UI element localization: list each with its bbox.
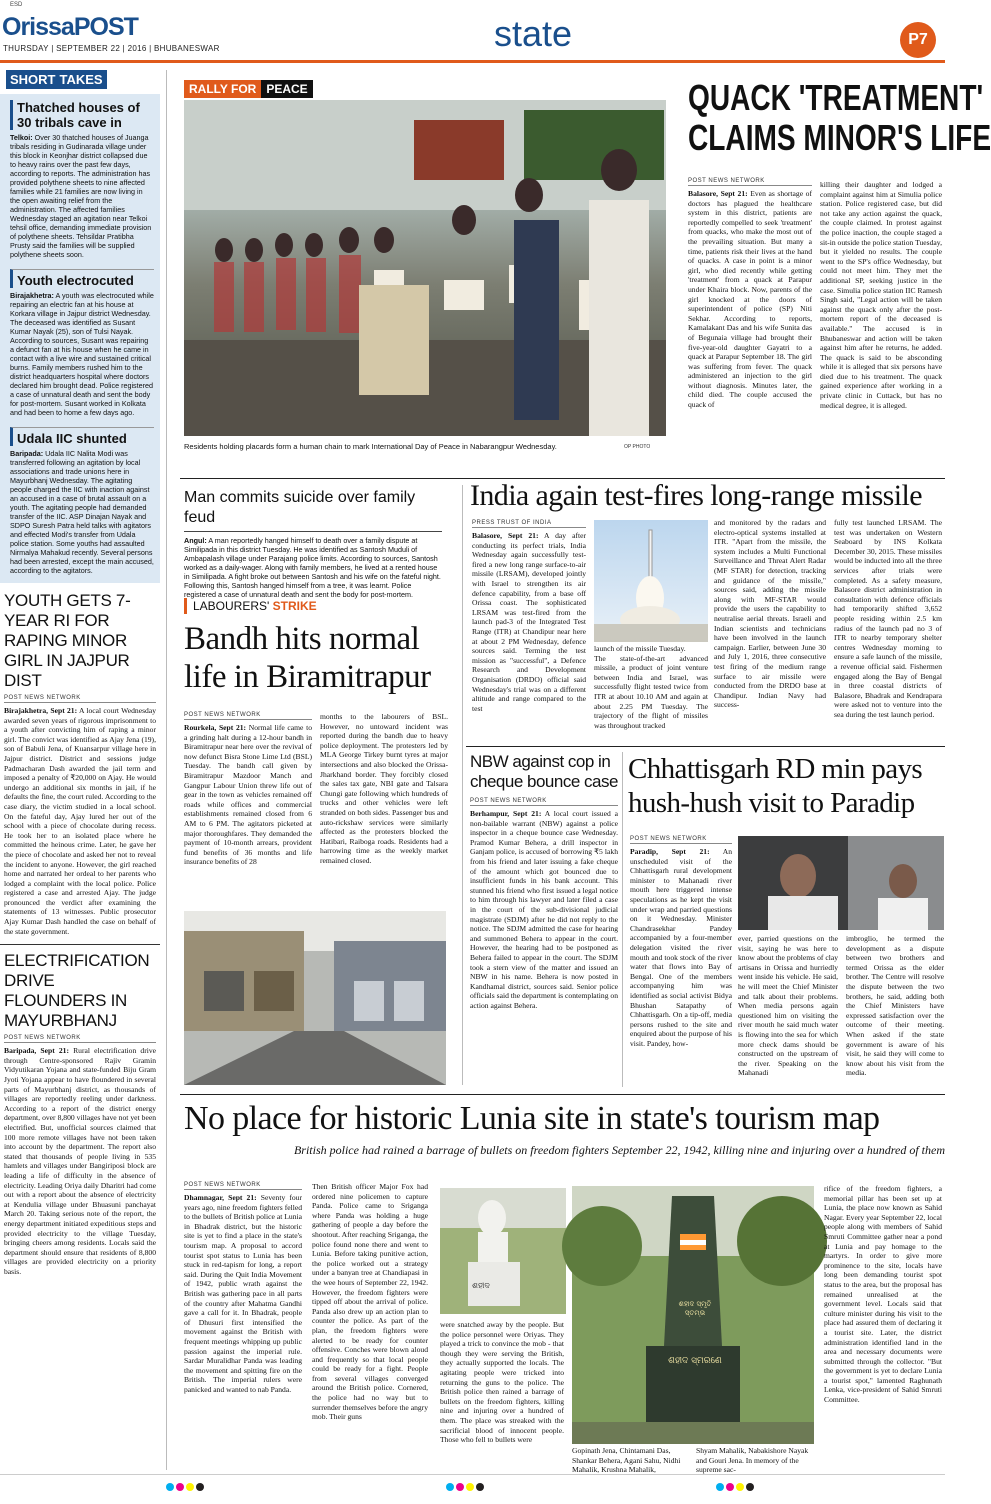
rally-photo [184, 100, 666, 436]
logo-orissa: Orissa [2, 13, 74, 41]
missile-body-1 [472, 531, 586, 713]
rally-photo-art [184, 100, 666, 436]
rally-tag-b: PEACE [261, 80, 312, 98]
quack-body-1 [688, 189, 812, 410]
paradip-body-2: ever, parried questions on the visit, saying he was here to know about the problems of clay artisans in Orissa and hurriedly went inside his vehicle. He said, he will meet the Chief Minister and talk about their problems. When media persons again questioned him on visiting the river mouth he said much water is flowing into the sea for which more check dams should be constructed on the upstream of the river. Speaking on the Mahanadi [738, 934, 838, 1078]
lunia-caption-col-2 [696, 1446, 814, 1475]
youth-byline: POST NEWS NETWORK [4, 695, 156, 703]
bandh-place: Rourkela, Sept 21: [184, 723, 247, 732]
missile-photo-art [594, 520, 708, 642]
electrification-byline: POST NEWS NETWORK [4, 1035, 156, 1043]
paradip-story [628, 752, 944, 1092]
paradip-text-1: An unscheduled visit of the Chhattisgarh rural development minister to Mahanadi river mouth here triggered intense speculations as he kept the visit under wrap and parried questions on it Wednesday. Minister Chandrasekhar Pandey accompanied by a four-member delegation visited the river mouth and took stock of the river water that flows into Bay of Bengal. One of the members accompanying him was identified as social activist Bidya Bhushan Satapathy of Chhattisgarh. On a tip-off, media persons rushed to the site and enquired about the purpose of his visit. Pandey, how- [630, 847, 732, 1048]
quack-col-2 [820, 180, 942, 410]
missile-caption: launch of the missile Tuesday. [594, 644, 686, 653]
lunia-col-3 [440, 1320, 564, 1445]
quack-place: Balasore, Sept 21: [688, 189, 748, 198]
rally-photo-credit: OP PHOTO [624, 444, 651, 450]
dateline: THURSDAY | SEPTEMBER 22 | 2016 | BHUBANESWAR [3, 44, 220, 53]
missile-place: Balasore, Sept 21: [472, 531, 539, 540]
suicide-story [184, 488, 442, 599]
bandh-col-1 [184, 712, 312, 867]
short-takes-label-b: TAKES [60, 70, 107, 89]
svg-text:ଶହୀଦ: ଶହୀଦ [472, 1281, 490, 1290]
column-divider [622, 752, 623, 1087]
missile-col-3 [714, 518, 826, 710]
divider [180, 1094, 945, 1095]
paradip-photo [738, 836, 944, 930]
nbw-place: Berhampur, Sept 21: [470, 809, 542, 818]
lunia-col-4 [824, 1184, 942, 1405]
missile-body-2: The state-of-the-art advanced missile, a product of joint venture between India and Israel, was successfully flight tested twice from ITR at about 10.10 AM and again at about 2.25 PM Tuesday. The trajectory of the flight of missiles was throughout tracked [594, 653, 708, 730]
short-takes-header [0, 70, 160, 90]
bandh-story [184, 598, 456, 1100]
missile-col-4 [834, 518, 942, 719]
lunia-text-1: Seventy four years ago, nine freedom fighters felled to the bullets of British police at Lunia in Bhadrak district, but the historic site is yet to find a place in the state's tourism map. A proposal to accord tourist spot status to Lunia has been stuck in red-tapism for long, a report said. During the Quit India Movement of 1942, public wrath against the British was gathering pace in all parts of the country after Mahatma Gandhi gave a call for it. In Bhadrak, people of Dhusuri first intensified the movement against the British with frequent meetings whipping up public passion against the imperial rule. Sardar Muralidhar Panda was leading the movement and spitting fire on the British. The imperial rulers were panicked and wanted to nab Panda. [184, 1193, 302, 1394]
bandh-tag-b: STRIKE [272, 599, 317, 613]
short-takes-box [0, 94, 160, 583]
quack-headline-1: QUACK 'TREATMENT' [688, 77, 984, 118]
electrification-text: Rural electrification drive through Centre-sponsored Rajiv Gramin Vidyutikaran Yojana and state-funded Biju Gram Jyoti Yojana appear to have floundered in several parts of Mayurbhanj district, as thousands of villages are reportedly reeling under darkness. According to a report of the district energy department, over 8,800 villages have not yet been electrified. But, unofficial sources claimed that 100 more remote villages have not been taken into account by the department. The report also stated that thousands of people living in 535 hamlets and villages under Bangiriposi block are leading a life of difficulty in the absence of electricity. Leading Oriya daily Dharitri had come out with a report about the absence of electricity at Kendulia village under Bhuasuni panchayat March 20. Taking serious note of the report, the energy department initiated expeditious steps and provided electricity to the village Tuesday, bringing cheers among residents. Locals said the department should ensure that residents of 8,800 villages are provided electricity on a priority basis. [4, 1046, 156, 1276]
lunia-byline: POST NEWS NETWORK [184, 1182, 302, 1190]
lunia-place: Dhamnagar, Sept 21: [184, 1193, 257, 1202]
electrification-headline: ELECTRIFICATION DRIVE FLOUNDERS IN MAYURBHANJ [4, 951, 150, 1031]
missile-byline: PRESS TRUST OF INDIA [472, 520, 586, 528]
paradip-body-1 [630, 847, 732, 1048]
quack-text-1: Even as shortage of doctors has plagued the healthcare system in this district, patients are reportedly compelled to seek 'treatment' from quacks, who make the most out of the prevailing situation. But many a time, patients risk their lives at the hand of quacks. A case in point is a minor girl, who died recently while getting 'treatment' from a quack at Parapur under Khaira block. Now, parents of the girl knocked at the doors of superintendent of police (SP) Niti Sekhar. According to reports, Kamalakant Das and his wife Sunita das of Begunaia village had brought their five-year-old daughter Gayatri to a quack at Parapur September 18. The girl was suffering from fever. The quack administered an injection to the girl without diagnosis. Minutes later, the child died. The couple accused the quack of [688, 189, 812, 410]
lunia-caption-col-1 [572, 1446, 690, 1475]
bandh-tag [184, 598, 456, 614]
lunia-col-2 [312, 1182, 428, 1422]
divider [466, 746, 945, 747]
nbw-headline: NBW against cop in cheque bounce case [470, 752, 618, 791]
rally-block [184, 80, 666, 466]
youth-body [4, 706, 156, 936]
youth-headline: YOUTH GETS 7-YEAR RI FOR RAPING MINOR GIRL IN JAJPUR DIST [4, 591, 131, 690]
paradip-byline: POST NEWS NETWORK [630, 836, 732, 844]
missile-text-1: A day after conducting its perfect trials, India Wednesday again successfully test-fired a new long range surface-to-air missile (LRSAM), developed jointly with Israel to strengthen its air defence capability, from a base off Orissa coast. The sophisticated LRSAM was test-fired from the launch pad-3 of the Integrated Test Range (ITR) at Chandipur near here at about 2 PM Wednesday, defence sources said. Terming the test mission as "successful", a Defence Research and Development Organisation (DRDO) official said Wednesday's trial was on a different altitude and range compared to the test [472, 531, 586, 713]
rally-caption: Residents holding placards form a human chain to mark International Day of Peace in Nabarangpur Wednesday. [184, 442, 557, 451]
short-take-body [10, 133, 154, 259]
youth-story [0, 591, 160, 936]
bandh-col-2 [320, 712, 448, 866]
nbw-body [470, 809, 618, 1010]
lunia-body-2: Then British officer Major Fox had ordered nine policemen to capture Panda. Police came to Sriganga where Panda was holding a huge gathering of people a day before the shootout. After reaching Sriganga, the police found none there and went to Lunia. Before taking punitive action, the police worked out a strategy under a banyan tree at Chandiapasi in the wee hours of September 22, 1942. However, the freedom fighters were tipped off about the arrival of police. Panda also drew up an action plan to counter the police. As part of the plan, the freedom fighters were alerted to be ready for counter offensive. Conches were blown aloud and frequently so that local people could be ready for a fight. People from several villages converged around the British police. Cornered, the police had no way but to surrender themselves before the angry mob. Their guns [312, 1182, 428, 1422]
lunia-memorial-text-2: ଶହୀଦ ସ୍ମରଣେ [668, 1356, 722, 1366]
short-take-place: Telkoi: [10, 133, 33, 142]
short-take-place: Baripada: [10, 449, 44, 458]
electrification-story [0, 944, 160, 1276]
missile-col-2 [594, 644, 708, 730]
paradip-col-3 [846, 934, 944, 1078]
logo-post: POST [73, 13, 138, 41]
suicide-body [184, 536, 442, 599]
short-take-body [10, 291, 154, 417]
short-take-item [10, 100, 154, 130]
lunia-deck: British police had rained a barrage of bullets on freedom fighters September 22, 1942, killing nine and injuring over a hundred of them [293, 1143, 945, 1157]
left-column [0, 70, 160, 1470]
quack-col-1 [688, 178, 812, 410]
suicide-headline: Man commits suicide over family feud [184, 488, 442, 532]
short-take-item [10, 269, 154, 288]
short-take-title: Youth electrocuted [17, 273, 134, 288]
bandh-photo [184, 911, 446, 1085]
short-take-text: Udala IIC Nalita Modi was transferred following an agitation by local associations and trade unions here in Mayurbhanj Wednesday. The agitating people charged the IIC with inaction against an accused in a case of brutal assault on a youth. The agitating people had demanded transfer of the IIC. ASP Dinajan Nayak and SDPO Suresh Patra held talks with agitators and effected Modi's transfer from Udala police station. Some youths had assaulted Nirmalya Mahakud recently. Several persons had been arrested, except the main accused, according to the agitators. [10, 449, 154, 575]
short-take-text: Over 30 thatched houses of Juanga tribals residing in Gudinarada village under this block in Keonjhar district collapsed due to heavy rains over the past few days, according to reports. The administration has provided polythene sheets to nine affected families while 21 families are now living in the open awaiting relief from the administration. The affected families Wednesday staged an agitation near Telkoi tehsil office, demanding immediate provision of polythene sheets. Tehsildar Pratibha Prusty said the families will be supplied polythene sheets soon. [10, 133, 152, 259]
rally-tag-a: RALLY FOR [184, 80, 261, 98]
lunia-col-1 [184, 1182, 302, 1394]
masthead [0, 0, 945, 64]
paradip-place: Paradip, Sept 21: [630, 847, 710, 856]
short-take-place: Birajakhetra: [10, 291, 54, 300]
logo [2, 14, 138, 40]
registration-marks-art [0, 1475, 945, 1499]
youth-text: A local court Wednesday awarded seven years of rigorous imprisonment to a youth after convicting him of raping a minor girl. The convict was identified as Ajay Jena (19), son of Babuli Jena, of Kuansarpur village here in Jajpur district. District and sessions judge Padmacharan Dash awarded the jail term and imposed a penalty of ₹20,000 on Ajay. He would undergo an additional six months in jail, if he defaults the fine, the court ruled. According to the case diary, the victim studied in a local school. On the fateful day, Ajay lured her out of the school with a piece of chocolate during recess. He took her to an isolated place where he committed the heinous crime. Later, he gave her the piece of chocolate and asked her not to reveal the incident to anyone. However, the girl reached home and narrated her ordeal to her parents who lodged a complaint with the local police. Police registered a case and arrested Ajay. The judge pronounced the verdict after examining the statements of 13 witnesses. Public prosecutor Ajay Kumar Dash handled the case on behalf of the state government. [4, 706, 156, 936]
paradip-body-3: imbroglio, he termed the development as a dispute between two brothers and termed Orissa as the elder brother. The Centre will resolve the dispute between the two brothers, he said, adding both the Chief Ministers have expressed satisfaction over the outcome of their meeting. When asked if the state government is aware of his visit, he said they will come to know about his visit from the media. [846, 934, 944, 1078]
short-take-title: Thatched houses of 30 tribals cave in [17, 100, 140, 130]
quack-byline: POST NEWS NETWORK [688, 178, 812, 186]
short-take-title: Udala IIC shunted [17, 431, 127, 446]
paradip-photo-art [738, 836, 944, 930]
missile-photo [594, 520, 708, 642]
lunia-story [184, 1098, 945, 1475]
lunia-caption-1: Gopinath Jena, Chintamani Das, Shankar Behera, Agani Sahu, Nidhi Mahalik, Krushna Mahalik, [572, 1446, 681, 1475]
bandh-body-2: months to the labourers of BSL. However, no untoward incident was reported during the bandh due to heavy police deployment. The protesters led by MLA George Tirkey burnt tyres at major intersections and also blocked the Orissa-Jharkhand border. They forcibly closed the sales tax gate, NBI gate and Talsara Chungi gate following which hundreds of trucks and other vehicles were left stranded on both sides. Passenger bus and auto-rickshaw services were similarly affected as the protesters blocked the Hatibari, Raiboga roads. Residents had a harrowing time as the weekly market remained closed. [320, 712, 448, 865]
lunia-statue-photo-art [440, 1188, 566, 1314]
column-divider [462, 485, 463, 1085]
registration-marks [0, 1474, 945, 1498]
short-take-body [10, 449, 154, 575]
masthead-rule [0, 60, 945, 63]
page-number-badge: P7 [900, 22, 936, 58]
lunia-memorial-text-1: ଶହୀଦ ସ୍ମୃତି ସ୍ତମ୍ଭ [678, 1300, 712, 1317]
nbw-byline: POST NEWS NETWORK [470, 798, 618, 806]
youth-place: Birajakhetra, Sept 21: [4, 706, 78, 715]
rally-tag [184, 80, 666, 98]
short-take-item [10, 427, 154, 446]
bandh-photo-art [184, 911, 446, 1085]
suicide-text: A man reportedly hanged himself to death over a family dispute at Similipada in this district Tuesday. He was identified as Santosh Muduli of Ambapalash village under Parajang police limits. According to sources, Santosh worked as a daily-wager. Along with family members, he lived at a rented house in Similipada. A fight broke out between Santosh and his wife on the fateful night. Following this, Santosh hanged himself from a tree, it was learnt. Police registered a case of unnatural death and sent the body for post-mortem. [184, 536, 441, 599]
lunia-body-4: rifice of the freedom fighters, a memorial pillar has been set up at Lunia, the place now known as Sahid Nagar. Every year September 22, local people along with members of Sahid Smruti Committee gather near a pond at Lunia and pay homage to the martyrs. In order to give more prominence to the site, locals have long been demanding tourist spot status to the area, but the proposal has remained unrealised at the government level. Locals said that culture minister during his visit to the place had assured them of declaring it a tourist site. Later, the district administration identified land in the area and necessary documents were submitted through the collector. "But the government is yet to declare Lunia a tourist spot," lamented Raghunath Lenka, vice-president of Sahid Smruti Committee. [824, 1184, 942, 1405]
paradip-col-2 [738, 934, 838, 1078]
quack-headline-2: CLAIMS MINOR'S LIFE [688, 117, 991, 158]
paradip-headline: Chhattisgarh RD min pays hush-hush visit to Paradip [628, 753, 923, 819]
column-divider [166, 70, 167, 1470]
electrification-body [4, 1046, 156, 1276]
bandh-text-1: Normal life came to a grinding halt during a 12-hour bandh in Biramitrapur near here over the revival of now defunct Bisra Stone Lime Ltd (BSL) Tuesday. The bandh call given by Biramitrapur Mazdoor Manch and Gangpur Labour Union threw life out of gear in the town as vehicles remained off roads while offices and commercial establishments remained closed from 6 AM to 6 PM. The agitators picketed at major thoroughfares. They demanded the payment of 10-month arrears, provident fund benefits of 36 months and life insurance benefits of 28 [184, 723, 312, 867]
section-title: state [494, 13, 573, 54]
electrification-place: Baripada, Sept 21: [4, 1046, 69, 1056]
lunia-body-3: were snatched away by the people. But the police personnel were Oriyas. They played a trick to convince the mob - that though they were serving the British, they actually supported the locals. The agitating people were tricked into returning the guns to the police. The British police then rained a barrage of bullets on the freedom fighters, killing nine and injuring over a hundred of them. The place was streaked with the sacrificial blood of innocent people. Those who fell to bullets were [440, 1320, 564, 1445]
lunia-statue-photo [440, 1188, 566, 1314]
bandh-tag-a: LABOURERS' [193, 599, 270, 613]
missile-headline: India again test-fires long-range missile [470, 479, 922, 512]
nbw-text: A local court issued a non-bailable warrant (NBW) against a police inspector in a cheque bounce case Wednesday. Pramod Kumar Behera, a drill inspector in Ganjam police, is accused of borrowing ₹5 lakh from his friend and later issuing a fake cheque of the amount which got bounced due to insufficient funds in his bank account. This stunned his friend who first issued a legal notice to him through his lawyer and later filed a case in the court of the sub-divisional judicial magistrate (SDJM) after he did not reply to the notice. The SDJM admitted the case for hearing and summoned Behera to appear in the court. However, the hearing had to be postponed as Behera failed to appear in the court. The SDJM took a stern view of the matter and issued an NBW in his name. Behera is now posted in Kandhamal district, sources said. Senior police officials said the department is contemplating on action against Behera. [470, 809, 618, 1010]
lunia-headline: No place for historic Lunia site in state's tourism map [184, 1100, 880, 1137]
paradip-col-1 [630, 836, 732, 1048]
missile-story [470, 478, 945, 748]
lunia-body-1 [184, 1193, 302, 1394]
suicide-place: Angul: [184, 536, 207, 545]
nbw-story [470, 752, 618, 1010]
missile-col-1 [472, 520, 586, 713]
bandh-body-1 [184, 723, 312, 867]
bandh-byline: POST NEWS NETWORK [184, 712, 312, 720]
short-take-text: A youth was electrocuted while repairing an electric fan at his house at Korkara village in Jajpur district Wednesday. The deceased was identified as Susant Kumar Nayak (25), son of Tulsi Nayak. According to sources, Susant was repairing a defunct fan at his house when he came in contact with a live wire and sustained critical burns. Family members rushed him to the district headquarters hospital where doctors declared him brought dead. Police registered a case of unnatural death and sent the body for post-mortem. Susant worked in Kolkata and had been to home a few days ago. [10, 291, 154, 417]
missile-body-3: and monitored by the radars and electro-optical systems installed at ITR. "Apart from the missile, the system includes a Multi Functional Surveillance and Threat Alert Radar (MF STAR) for detection, tracking and guidance of the missile," sources said, adding the missile along with MF-STAR would provide the users the capability to neutralise aerial threats. Israeli and Indian scientists and technicians have been involved in the launch campaign. Earlier, between June 30 and July 1, 2016, three consecutive test firing of the medium range surface to air missile were conducted from the DRDO base at Chandipur. Indian Navy had success- [714, 518, 826, 710]
bandh-headline: Bandh hits normal life in Biramitrapur [184, 621, 431, 695]
missile-body-4: fully test launched LRSAM. The test was undertaken on Western Seaboard by INS Kolkata December 30, 2015. These missiles would be inducted into all the three services after trials were completed. As a safety measure, Balasore district administration in consultation with defence officials had temporarily shifted 3,652 people residing within 2.5 km radius of the launch pad no 3 of ITR to nearby temporary shelter centres Wednesday morning to ensure a safe launch of the missile, a revenue official said. Fishermen engaged along the Bay of Bengal in three coastal districts of Balasore, Bhadrak and Kendrapara were asked not to venture into the sea during the test launch period. [834, 518, 942, 719]
lunia-caption-2: Shyam Mahalik, Nabakishore Nayak and Gouri Jena. In memory of the supreme sac- [696, 1446, 809, 1475]
quack-body-2: killing their daughter and lodged a complaint against him at Simulia police station. Police registered case, but did not take any action against the quack, the couple claimed. In protest against the police inaction, the couple staged a sit-in outside the police station Tuesday, but it yielded no results. The couple went to the SP's office Wednesday, but could not meet him. They met the additional SP, seeking justice in the case. Simulia police station IIC Ramesh Singh said, "Legal action will be taken against the quack only after the post-mortem report of the deceased is available." The accused is in Bhubaneswar and action will be taken against him after he returns, he added. The quack is said to be absconding while it is alleged that six persons have died due to his treatment. The quack gained experience after working in a private clinic in Cuttack, but has no medical degree, it is alleged. [820, 180, 942, 410]
short-takes-label-a: SHORT [6, 70, 60, 89]
logo-small: ESD [10, 2, 23, 8]
quack-story [688, 77, 991, 483]
